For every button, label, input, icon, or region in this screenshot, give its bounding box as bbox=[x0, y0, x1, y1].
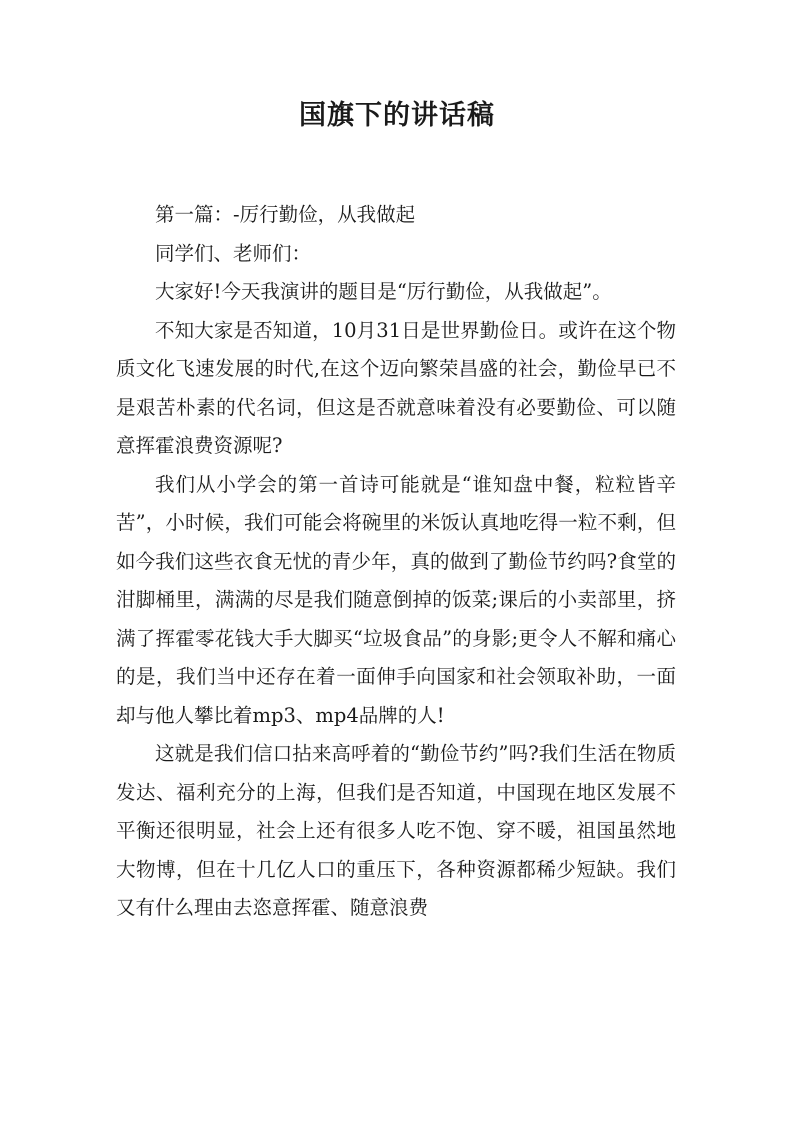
paragraph: 我们从小学会的第一首诗可能就是“谁知盘中餐，粒粒皆辛苦”，小时候，我们可能会将碗里的米饭认真地吃得一粒不剩，但如今我们这些衣食无忧的青少年，真的做到了勤俭节约吗?食堂的泔脚桶里，满满的尽是我们随意倒掉的饭菜;课后的小卖部里，挤满了挥霍零花钱大手大脚买“垃圾食品”的身影;更令人不解和痛心的是，我们当中还存在着一面伸手向国家和社会领取补助，一面却与他人攀比着mp3、mp4品牌的人! bbox=[116, 472, 676, 727]
paragraph: 这就是我们信口拈来高呼着的“勤俭节约”吗?我们生活在物质发达、福利充分的上海，但我们是否知道，中国现在地区发展不平衡还很明显，社会上还有很多人吃不饱、穿不暖，祖国虽然地大物博，但在十几亿人口的重压下，各种资源都稀少短缺。我们又有什么理由去恣意挥霍、随意浪费 bbox=[116, 742, 676, 919]
paragraph: 大家好!今天我演讲的题目是“厉行勤俭，从我做起”。 bbox=[155, 280, 612, 303]
paragraph: 不知大家是否知道，10月31日是世界勤俭日。或许在这个物质文化飞速发展的时代,在这个迈向繁荣昌盛的社会，勤俭早已不是艰苦朴素的代名词，但这是否就意味着没有必要勤俭、可以随意挥霍浪费资源呢? bbox=[116, 318, 676, 457]
document-title: 国旗下的讲话稿 bbox=[299, 100, 495, 131]
section-heading: 第一篇：-厉行勤俭，从我做起 bbox=[155, 203, 416, 226]
document-body bbox=[116, 196, 676, 928]
salutation: 同学们、老师们： bbox=[155, 241, 312, 265]
